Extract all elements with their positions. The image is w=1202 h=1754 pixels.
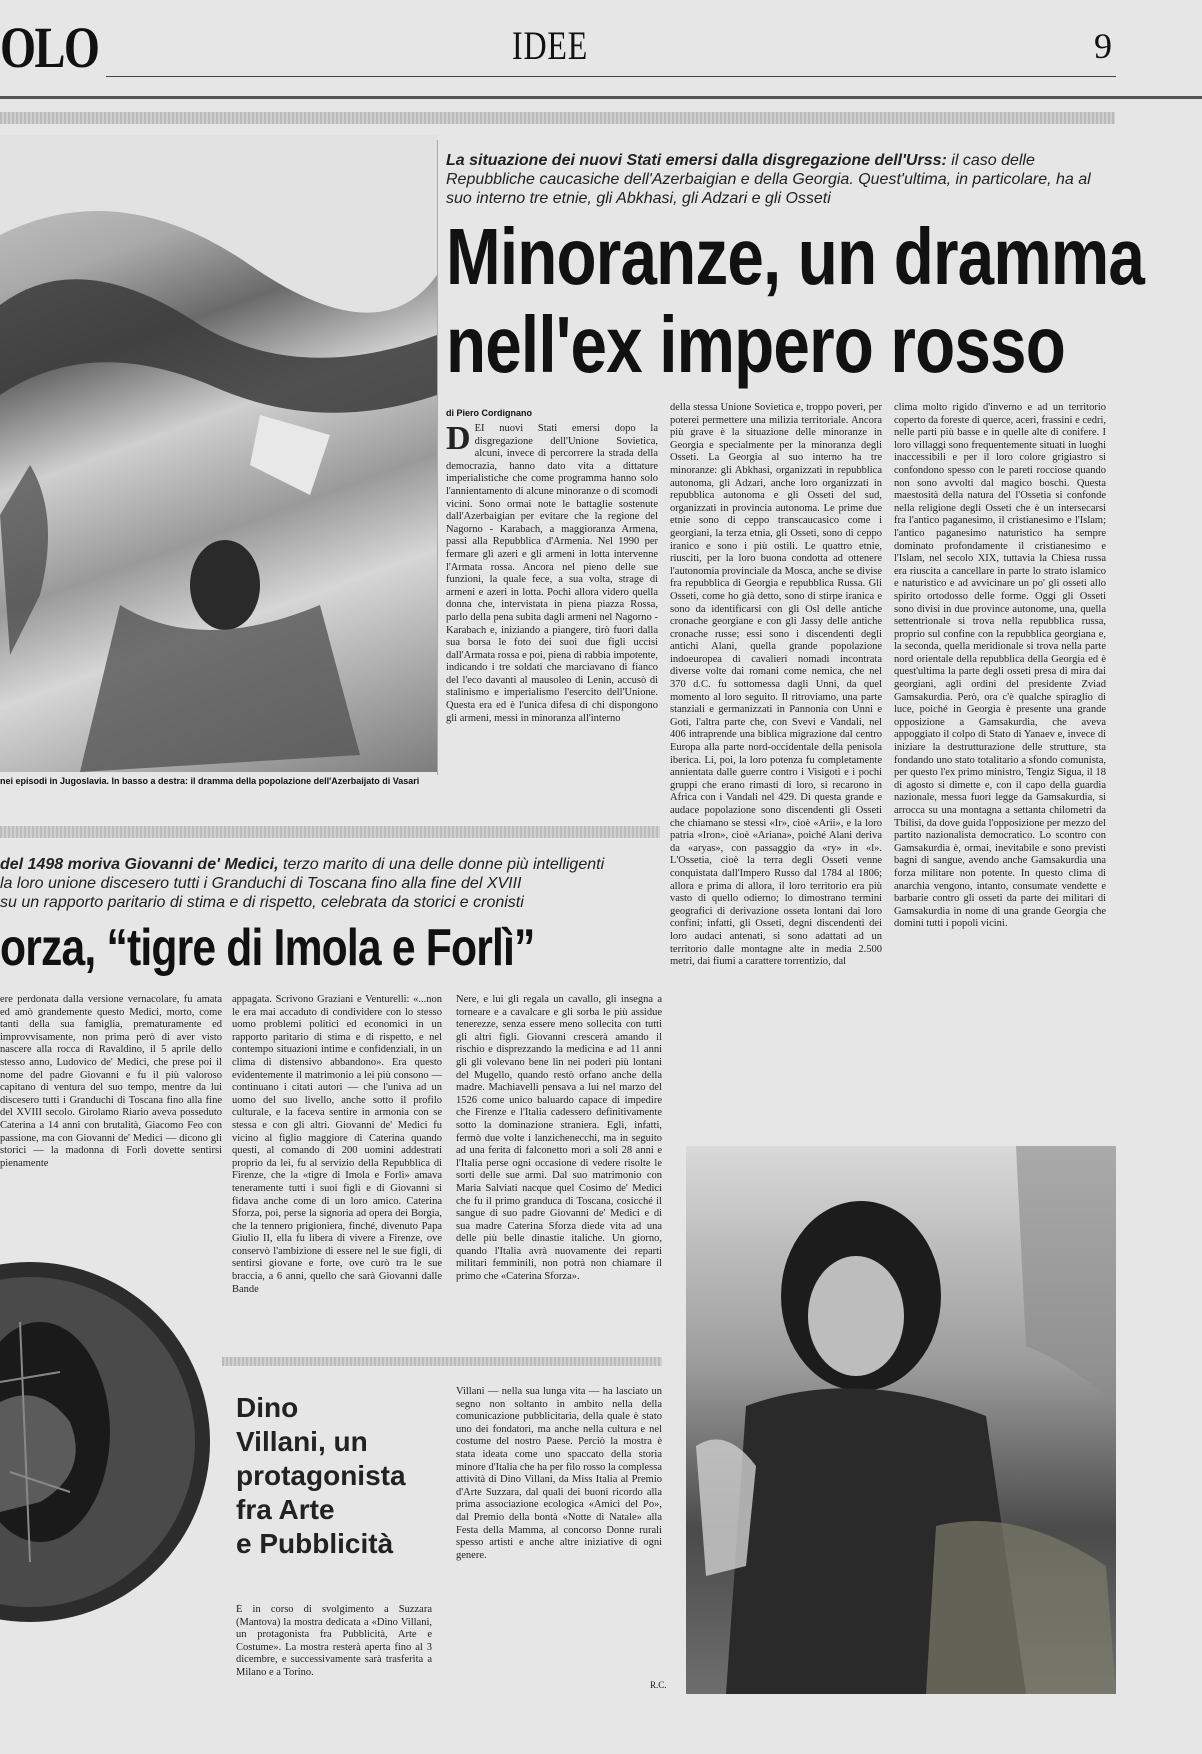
article1-kicker <box>446 151 1096 208</box>
article1-byline: di Piero Cordignano <box>446 408 533 418</box>
masthead-rule <box>106 76 1116 77</box>
article1-column1 <box>446 423 658 770</box>
page-number: 9 <box>1094 26 1112 66</box>
article3-headline-line3: protagonista <box>236 1460 406 1491</box>
article1-headline-line2: nell'ex impero rosso <box>446 300 1065 389</box>
article2-column3: Nere, e lui gli regala un cavallo, gli insegna a torneare e a cavalcare e gli sorba le più assidue tenerezze, senza essere meno sollecita con tutti gli altri figli. Giovanni crescerà amando il rischio e disprezzando la medicina e ad 11 anni gli gli volevano bene lin nei poderi più lontani del Mugello, quando restò orfano anche della madre. Machiavelli pensava a lui nel marzo del 1526 come unico baluardo capace di impedire che Firenze e l'Italia cadessero definitivamente sotto la dominazione straniera. Egli, infatti, fermò due volte i lanzichenecchi, ma in seguito ad una ferita di falconetto morì a soli 28 anni e l'Italia perse ogni occasione di vedere risolte le sorti delle sue armi. Dal suo matrimonio con Maria Salviati nacque quel Cosimo de' Medici che fu il primo granduca di Toscana, cosicché il sangue di suo padre Giovanni de' Medici e di sua madre Caterina Sforza diede vita ad una delle più belle dinastie italiche. Un giorno, quando l'Italia avrà nuovamente dei reparti militari femminili, non potrà non chiamare il primo che «Caterina Sforza». <box>456 994 662 1283</box>
masthead-logo: OLO <box>0 15 99 80</box>
article2-kicker-line3: su un rapporto paritario di stima e di rispetto, celebrata da storici e cronisti <box>0 894 524 911</box>
photo-top-left-caption: nei episodi in Jugoslavia. In basso a destra: il dramma della popolazione dell'Azerbaijato di Vasari <box>0 776 420 786</box>
article2-column1: ere perdonata dalla versione vernacolare, fu amata ed amò grandemente questo Medici, morto, come tanti della sua famiglia, prematuramente ed improvvisamente, non prima però di aver visto nascere alla rocca di Ravaldino, il 5 aprile dello stesso anno, Ludovico de' Medici, che prese poi il nome del padre Giovanni e fu il più valoroso capitano di ventura del suo tempo, mentre da lui discesero tutti i Granduchi di Toscana fino alla fine del XVIII secolo. Girolamo Riario aveva posseduto Caterina a 14 anni con brutalità, Giacomo Feo con passione, ma con Giovanni de' Medici — dicono gli storici — la madonna di Forlì dovette sentirsi pienamente <box>0 994 222 1169</box>
section-title: IDEE <box>512 23 589 68</box>
article3-headline-line1: Dino <box>236 1392 299 1423</box>
photo-top-left <box>0 135 437 772</box>
article3-column-right: Villani — nella sua lunga vita — ha lasciato un segno non soltanto in ambito nella della comunicazione pubblicitaria, della quale è stato uno dei fondatori, ma anche nella cultura e nel costume del nostro Paese. Perciò la mostra è stata ideata come uno spaccato della storia minore d'Italia che ha per filo rosso la complessa attività di Dino Villani, da Miss Italia al Premio d'Arte Suzzara, dal quali dei buoni ricordo alla prima associazione ecologica «Amici del Po», dal Premio della bontà «Notte di Natale» alla Festa della Mamma, al concorso Donne rurali spesso artisti e anche altre iniziative di ogni genere. <box>456 1386 662 1561</box>
article1-column1-text: EI nuovi Stati emersi dopo la disgregazione dell'Unione Sovietica, alcuni, invece di percorrere la strada della democrazia, hanno dato vita a dittature imperialistiche che come programma hanno solo l'annientamento di alcune minoranze o di scomodi vicini. Sono ormai note le battaglie sostenute dall'Azerbaigian per evitare che la regione del Nagorno - Karabach, a maggioranza Armena, passi alla Repubblica d'Armenia. Nel 1990 per fermare gli azeri e gli armeni in lotta intervenne l'Armata rossa. Ancora nel pieno delle sue funzioni, la quale fece, a sua volta, strage di armeni e azeri in lotta. Pochi allora videro quella donna che, intervistata in piena piazza Rossa, parlo della pena subita dagli armeni nel Nagorno - Karabach e, iniziando a piangere, tirò fuori dalla sua borsa le foto dei suoi due figli uccisi dall'Armata rossa e poi, piena di rabbia impotente, indicando i tre soldati che marciavano di fianco del l'eco davanti al mausoleo di Lenin, accusò di stalinismo e imperialismo l'esercito dell'Unione. Questa era ed è l'unica difesa di chi dispongono gli armeni, messi in minoranza all'interno <box>446 423 658 724</box>
article2-kicker-lead: del 1498 moriva Giovanni de' Medici, <box>0 856 279 873</box>
article3-headline-line2: Villani, un <box>236 1426 368 1457</box>
middle-separator <box>0 826 660 838</box>
article1-column3: clima molto rigido d'inverno e ad un territorio coperto da foreste di querce, aceri, frassini e cedri, nelle parti più basse e in quelle alte di conifere. I loro villaggi sono frequentemente situati in luoghi inaccessibili e per il loro colore grigiastro si confondono spesso con le pareti rocciose quando non sono avvolti dal magico boschi. Questa maestosità della natura del l'Ossetia si confonde nella religione degli Osseti che è un intersecarsi fra l'antico paganesimo, il cristianesimo e l'Islam; l'antico paganesimo naturistico ha sempre dominato profondamente il cristianesimo e l'Islam, nel secolo XIX, tuttavia la Chiesa russa era riuscita a cancellare in parte lo strato islamico e naturistico e ad avvicinare un po' gli osseti allo spirito ortodosso delle forme. Oggi gli Osseti sono divisi in due province autonome, una, quella settentrionale si trova nella repubblica russa, proprio sul confine con la repubblica georgiana e, la seconda, quella meridionale si trova nella parte nord orientale della repubblica della Georgia ed è quest'ultima la parte degli osseti presa di mira dai georgiani, agli ordini del presidente Zviad Gamsakurdia. Però, ora c'è qualche spiraglio di luce, poiché in Georgia è presente una grande opposizione a Gamsakurdia, che aveva appoggiato il colpo di Stato di Yanaev e, invece di iniziare la destrutturazione delle strutture, sta fondando uno stato totalitario a sfondo comunista, per questo l'ex primo ministro, Tengiz Sigua, il 18 di agosto si dimette e, con il capo della guardia nazionale, messa fuori legge da Gamsakurdia, si arrocca su una montagna a settanta chilometri da Tbilisi, da dove guida l'opposizione per mezzo del partito nazionalista democratico. Lo scontro con Gamsakurdia è, ormai, inevitabile e sono previsti bagni di sangue, avendo anche Gamsakurdia una forza militare non potente. In questo clima di anarchia vengono, intanto, consumate vendette e barbarie contro gli osseti da parte dei militari di Gamsakurdia in nome di una grande Georgia che domini tutti i popoli vicini. <box>894 402 1106 930</box>
article2-kicker <box>0 855 660 912</box>
photo-bottom-right-illustration <box>686 1146 1116 1694</box>
article1-dropcap: D <box>446 423 471 457</box>
article2-column2: appagata. Scrivono Graziani e Venturelli: «...non le era mai accaduto di condividere con lo stesso uomo problemi politici ed economici in un rapporto paritario di stima e di rispetto, e nel contempo situazioni intime e confidenziali, in un clima di distensivo abbandono». Era questo evidentemente il matrimonio a lei più consono — continuano i citati autori — che l'univa ad un uomo del suo livello, anche sotto il profilo culturale, e la faceva sentire in armonia con se stessa e con gli altri. Giovanni de' Medici fu vicino al figlio maggiore di Caterina quando questi, al comando di 200 uomini addestrati proprio da lei, fu al servizio della Repubblica di Firenze, che la «tigre di Imola e Forlì» amava teneramente tutti i suoi figli e di Giovanni si fidava anche come di un loro amico. Caterina Sforza, poi, perse la signoria ad opera dei Borgia, che la tennero prigioniera, finché, divenuto Papa Giulio II, ella fu libera di vivere a Firenze, ove conservò l'ambizione di essere nel le sue figli, di sentirsi giovane e forte, ove curò tra le sue braccia, a 6 anni, quello che sarà Giovanni dalle Bande <box>232 994 442 1295</box>
article1-kicker-rest: il caso delle Repubbliche caucasiche dell'Azerbaigian e della Georgia. Quest'ultima, in particolare, ha al suo interno tre etnie, gli Abkhasi, gli Adzari e gli Osseti <box>446 152 1091 207</box>
article1-headline-line1: Minoranze, un dramma <box>446 212 1145 301</box>
article1-kicker-lead: La situazione dei nuovi Stati emersi dalla disgregazione dell'Urss: <box>446 152 947 169</box>
article2-kicker-line1 <box>0 855 660 874</box>
article2-kicker-line2: la loro unione discesero tutti i Granduchi di Toscana fino alla fine del XVIII <box>0 875 522 892</box>
article3-column-left: È in corso di svolgimento a Suzzara (Mantova) la mostra dedicata a «Dino Villani, un protagonista fra Pubblicità, Arte e Costume». La mostra resterà aperta fino al 3 dicembre, e successivamente sarà trasferita a Milano e a Torino. <box>236 1604 432 1678</box>
article3-headline <box>236 1391 406 1561</box>
photo-figure-illustration <box>0 135 437 772</box>
masthead-rule-thick <box>0 96 1202 99</box>
top-separator <box>0 112 1115 124</box>
photo-bottom-right <box>686 1146 1116 1694</box>
photo-bottom-left-illustration <box>0 1262 220 1702</box>
masthead <box>0 0 1202 100</box>
article3-headline-line5: e Pubblicità <box>236 1528 394 1559</box>
bottom-separator <box>222 1357 662 1366</box>
article3-signature: R.C. <box>650 1680 667 1690</box>
article3-headline-line4: fra Arte <box>236 1494 335 1525</box>
article1-frame <box>437 140 438 775</box>
article2-headline: orza, “tigre di Imola e Forlì” <box>0 919 535 977</box>
photo-bottom-left <box>0 1262 220 1702</box>
article1-column2: della stessa Unione Sovietica e, troppo poveri, per poterei permettere una milizia territoriale. Ancora più grave è la situazione delle minoranze in Georgia e specialmente per la minoranza degli Osseti. La Georgia al suo interno ha tre minoranze: gli Abkhasi, organizzati in repubblica autonoma, gli Adzari, anche loro organizzati in repubblica autonoma e gli Osseti del sud, organizzati in provincia autonoma. Le prime due etnie sono di ceppo transcaucasico come i georgiani, la terza etnia, gli Osseti, sono di ceppo iranico e sono i più ostili. Le quattro etnie, riusciti, per la loro buona condotta ad ottenere l'autonomia provinciale da Mosca, anche se divise fra repubblica di Georgia e repubblica Russa. Gli Osseti, come ho già detto, sono di stirpe iranica e sono da identificarsi con gli Osl delle antiche cronache georgiane e con gli Jassy delle antiche cronache russe; essi sono i discendenti degli antichi Alani, quella grande popolazione indoeuropea di cavalieri nomadi incontrata diverse volte dai romani come nemica, che nel 370 d.C. fu sottomessa dagli Unni, da quel momento al loro seguito. Il ritroviamo, una parte stanziali e germanizzati in Pannonia con Unni e Goti, l'altra parte che, con Svevi e Vandali, nel 406 intraprende una biblica migrazione dal centro Europa alla parte nord-occidentale della penisola iberica. Li, poi, la loro potenza fu completamente annientata dalle guerre contro i Visigoti e i pochi gruppi che erano rimasti di loro, si recarono in Africa con i Vandali nel 429. Di questa grande e audace popolazione sono discendenti gli Osseti che chiamano se stessi «Ir», cioè «Arii», e la loro patria «Iron», cioè «Ariana», poiché Alani deriva da «aryas», con passaggio da «ry» in «l». L'Ossetia, cioè la terra degli Osseti venne conquistata dall'Impero Russo dal 1784 al 1806; allora e prima di allora, il loro territorio era più vasto di quello odierno; lo dimostrano termini geografici di derivazione osseta lontani dai loro confini; infatti, gli Osseti, degni discendenti dei loro audaci antenati, si sono adattati ad un territorio dalle montagne alte in media 2.500 metri, dai fiumi a carattere torrentizio, dal <box>670 402 882 968</box>
article2-kicker-line1-rest: terzo marito di una delle donne più intelligenti <box>278 856 605 873</box>
